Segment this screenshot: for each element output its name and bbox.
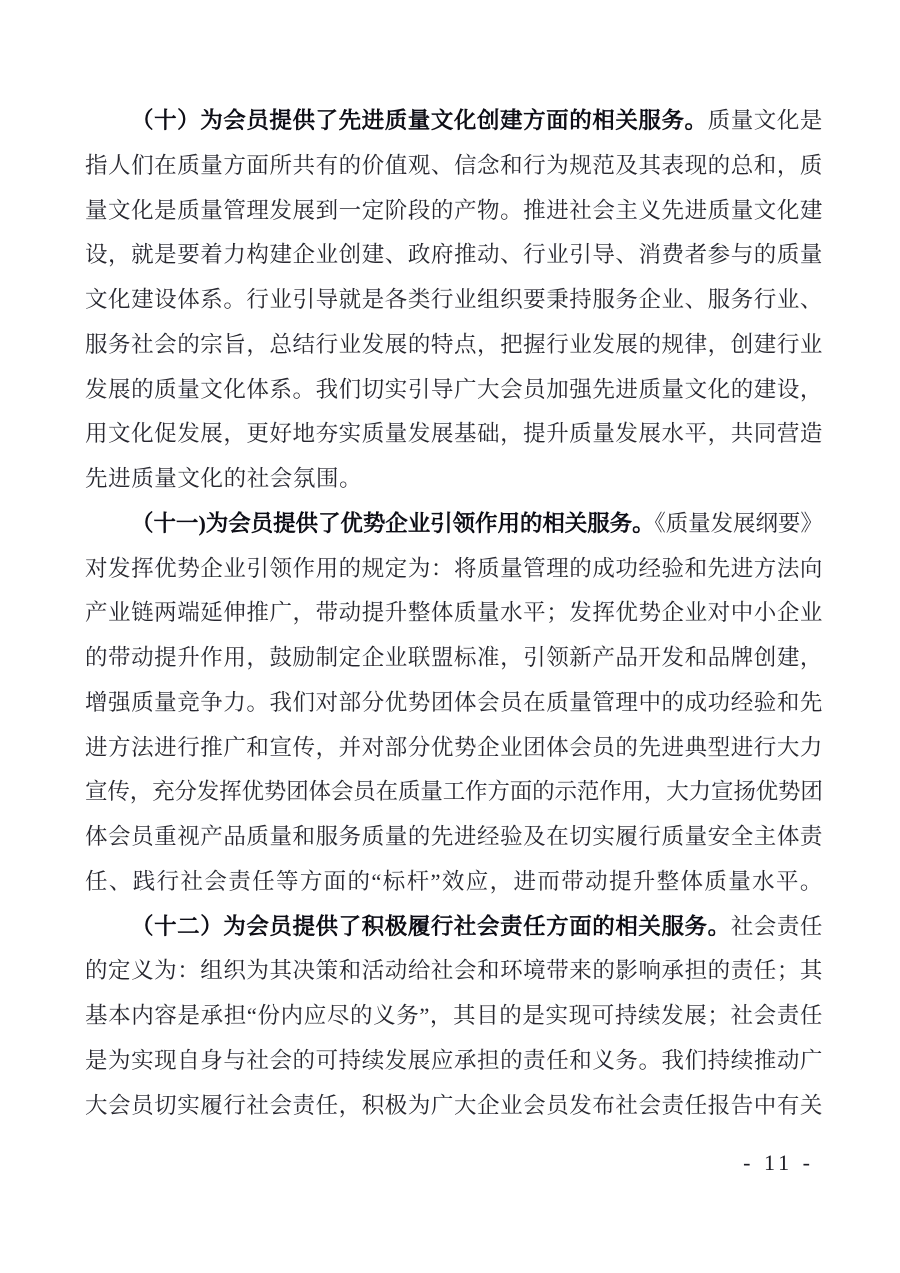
text-line: 是为实现自身与社会的可持续发展应承担的责任和义务。我们持续推动广 [85, 1047, 822, 1073]
text-line: 的定义为：组织为其决策和活动给社会和环境带来的影响承担的责任；其 [85, 958, 822, 984]
page-number: - 11 - [743, 1150, 814, 1175]
paragraph-heading-line [85, 905, 822, 950]
text-line: 增强质量竞争力。我们对部分优势团体会员在质量管理中的成功经验和先 [85, 689, 822, 715]
text-line: 量文化是质量管理发展到一定阶段的产物。推进社会主义先进质量文化建 [85, 197, 822, 223]
paragraph-section-11 [85, 502, 822, 905]
heading-trailing-text: 《质量发展纲要》 [654, 510, 822, 536]
text-line: 体会员重视产品质量和服务质量的先进经验及在切实履行质量安全主体责 [85, 824, 822, 849]
text-line: 宣传，充分发挥优势团体会员在质量工作方面的示范作用，大力宣扬优势团 [85, 779, 822, 805]
text-line: 大会员切实履行社会责任，积极为广大企业会员发布社会责任报告中有关 [85, 1092, 822, 1118]
paragraph-section-12 [85, 905, 822, 1129]
section-10-heading: （十）为会员提供了先进质量文化创建方面的相关服务。 [131, 108, 708, 133]
paragraph-heading-line [85, 502, 822, 547]
text-line: 对发挥优势企业引领作用的规定为：将质量管理的成功经验和先进方法向 [85, 555, 822, 581]
text-line: 产业链两端延伸推广，带动提升整体质量水平；发挥优势企业对中小企业 [85, 600, 822, 626]
text-line: 用文化促发展，更好地夯实质量发展基础，提升质量发展水平，共同营造 [85, 421, 822, 447]
document-text-block [85, 99, 822, 1128]
section-12-heading: （十二）为会员提供了积极履行社会责任方面的相关服务。 [131, 913, 731, 939]
text-line: 的带动提升作用，鼓励制定企业联盟标准，引领新产品开发和品牌创建， [85, 645, 822, 670]
heading-trailing-text: 社会责任 [730, 913, 822, 939]
section-11-heading: （十一)为会员提供了优势企业引领作用的相关服务。 [131, 510, 655, 536]
text-line: 任、践行社会责任等方面的“标杆”效应，进而带动提升整体质量水平。 [85, 868, 822, 894]
text-line: 指人们在质量方面所共有的价值观、信念和行为规范及其表现的总和，质 [85, 152, 822, 178]
text-line: 服务社会的宗旨，总结行业发展的特点，把握行业发展的规律，创建行业 [85, 331, 822, 357]
text-line: 设，就是要着力构建企业创建、政府推动、行业引导、消费者参与的质量 [85, 242, 822, 268]
text-line: 发展的质量文化体系。我们切实引导广大会员加强先进质量文化的建设， [85, 376, 822, 402]
text-line: 先进质量文化的社会氛围。 [85, 466, 363, 491]
heading-trailing-text: 质量文化是 [707, 108, 822, 133]
text-line: 进方法进行推广和宣传，并对部分优势企业团体会员的先进典型进行大力 [85, 734, 822, 760]
text-line: 文化建设体系。行业引导就是各类行业组织要秉持服务企业、服务行业、 [85, 287, 822, 312]
paragraph-heading-line [85, 99, 822, 144]
paragraph-section-10 [85, 99, 822, 502]
text-line: 基本内容是承担“份内应尽的义务”，其目的是实现可持续发展；社会责任 [85, 1003, 822, 1028]
